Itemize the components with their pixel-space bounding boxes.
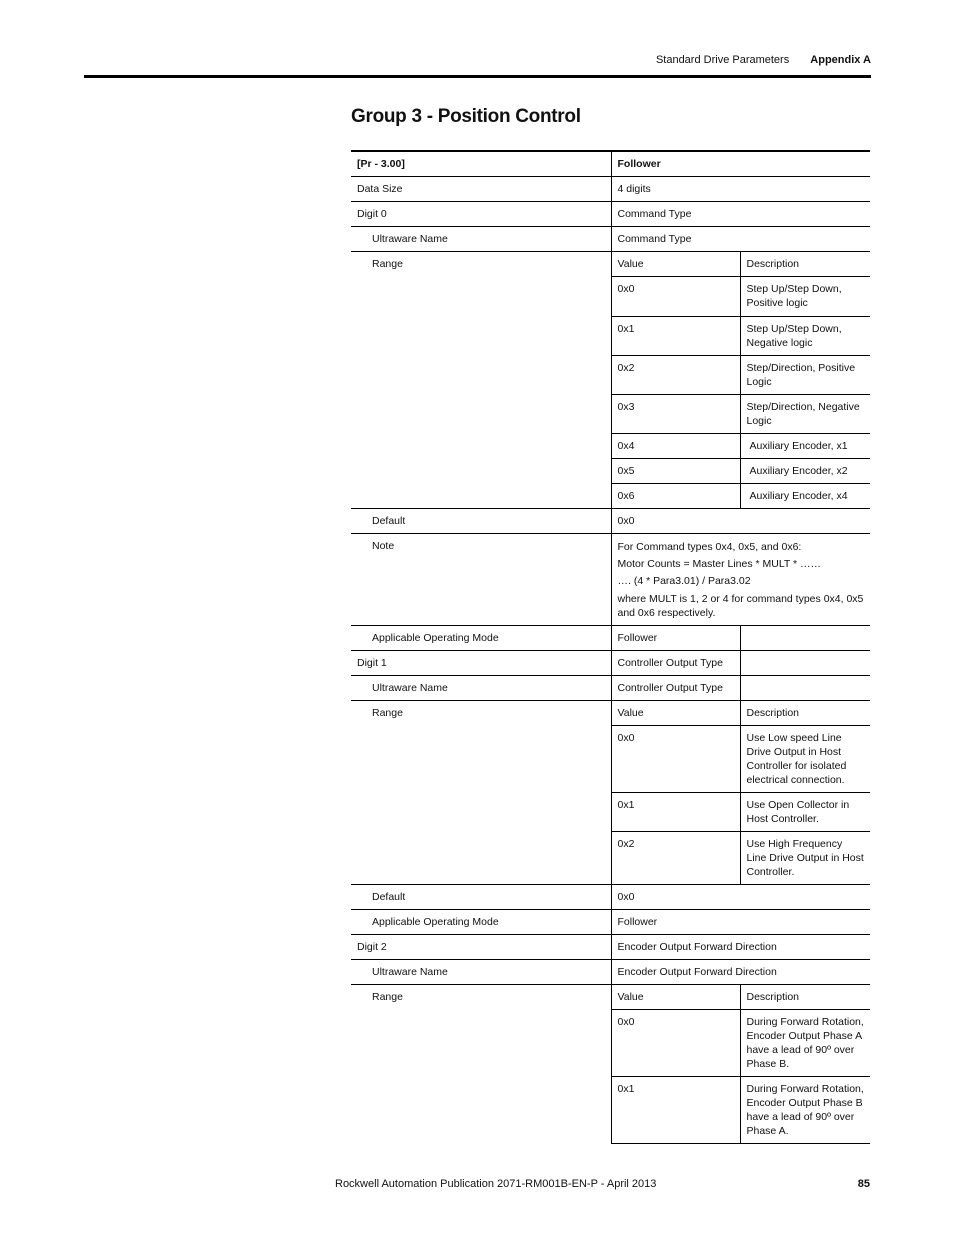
row-label: Applicable Operating Mode bbox=[351, 910, 611, 935]
range-value: 0x0 bbox=[611, 277, 740, 317]
row-label: Applicable Operating Mode bbox=[351, 626, 611, 651]
range-value: 0x5 bbox=[611, 459, 740, 484]
row-value: Follower bbox=[611, 626, 740, 651]
range-description: Auxiliary Encoder, x4 bbox=[740, 484, 870, 509]
param-name: Follower bbox=[611, 151, 870, 177]
table-row bbox=[351, 509, 870, 534]
range-value-header: Value bbox=[611, 985, 740, 1010]
header-rule bbox=[84, 75, 871, 78]
digit-value: Encoder Output Forward Direction bbox=[611, 935, 870, 960]
row-label: Range bbox=[351, 985, 611, 1144]
table-header-row bbox=[351, 151, 870, 177]
row-label: Default bbox=[351, 885, 611, 910]
range-value-header: Value bbox=[611, 252, 740, 277]
note-text bbox=[611, 534, 870, 626]
range-description: Step/Direction, Positive Logic bbox=[740, 356, 870, 395]
row-value: 0x0 bbox=[611, 509, 870, 534]
range-value: 0x2 bbox=[611, 832, 740, 885]
digit-label: Digit 0 bbox=[351, 202, 611, 227]
range-value: 0x0 bbox=[611, 726, 740, 793]
range-value: 0x0 bbox=[611, 1010, 740, 1077]
note-line: For Command types 0x4, 0x5, and 0x6: bbox=[617, 541, 802, 553]
parameter-table bbox=[351, 150, 870, 1144]
table-row bbox=[351, 935, 870, 960]
range-description-header: Description bbox=[740, 252, 870, 277]
range-description: Step Up/Step Down, Positive logic bbox=[740, 277, 870, 317]
range-description: Auxiliary Encoder, x2 bbox=[740, 459, 870, 484]
empty-cell bbox=[740, 651, 870, 676]
table-row bbox=[351, 651, 870, 676]
range-value: 0x1 bbox=[611, 793, 740, 832]
publication-info: Rockwell Automation Publication 2071-RM001B-EN-P - April 2013 bbox=[335, 1178, 657, 1190]
range-value: 0x4 bbox=[611, 434, 740, 459]
row-value: Encoder Output Forward Direction bbox=[611, 960, 870, 985]
row-label: Default bbox=[351, 509, 611, 534]
range-description: During Forward Rotation, Encoder Output Phase A have a lead of 90º over Phase B. bbox=[740, 1010, 870, 1077]
note-row bbox=[351, 534, 870, 626]
digit-label: Digit 2 bbox=[351, 935, 611, 960]
range-header-row bbox=[351, 701, 870, 726]
empty-cell bbox=[740, 676, 870, 701]
digit-label: Digit 1 bbox=[351, 651, 611, 676]
range-description: Use High Frequency Line Drive Output in Host Controller. bbox=[740, 832, 870, 885]
empty-cell bbox=[740, 626, 870, 651]
row-label: Range bbox=[351, 252, 611, 509]
note-line: Motor Counts = Master Lines * MULT * …… bbox=[617, 558, 822, 570]
row-label: Note bbox=[351, 534, 611, 626]
header-appendix-label: Appendix A bbox=[810, 54, 871, 66]
row-value: 4 digits bbox=[611, 177, 870, 202]
range-description: Step/Direction, Negative Logic bbox=[740, 395, 870, 434]
table-row bbox=[351, 202, 870, 227]
range-description: During Forward Rotation, Encoder Output Phase B have a lead of 90º over Phase A. bbox=[740, 1077, 870, 1144]
row-label: Data Size bbox=[351, 177, 611, 202]
note-line: …. (4 * Para3.01) / Para3.02 bbox=[617, 575, 751, 587]
row-label: Ultraware Name bbox=[351, 960, 611, 985]
row-value: Follower bbox=[611, 910, 870, 935]
row-value: 0x0 bbox=[611, 885, 870, 910]
range-value-header: Value bbox=[611, 701, 740, 726]
range-value: 0x6 bbox=[611, 484, 740, 509]
row-label: Ultraware Name bbox=[351, 227, 611, 252]
param-number: [Pr - 3.00] bbox=[351, 151, 611, 177]
range-header-row bbox=[351, 252, 870, 277]
range-description-header: Description bbox=[740, 985, 870, 1010]
digit-value: Controller Output Type bbox=[611, 651, 740, 676]
range-description: Use Open Collector in Host Controller. bbox=[740, 793, 870, 832]
row-value: Controller Output Type bbox=[611, 676, 740, 701]
range-value: 0x1 bbox=[611, 1077, 740, 1144]
range-header-row bbox=[351, 985, 870, 1010]
page-title: Group 3 - Position Control bbox=[351, 106, 581, 127]
range-value: 0x3 bbox=[611, 395, 740, 434]
range-description-header: Description bbox=[740, 701, 870, 726]
range-description: Use Low speed Line Drive Output in Host Controller for isolated electrical connection. bbox=[740, 726, 870, 793]
table-row bbox=[351, 177, 870, 202]
range-value: 0x1 bbox=[611, 317, 740, 356]
header-section-title: Standard Drive Parameters bbox=[655, 54, 790, 66]
range-description: Auxiliary Encoder, x1 bbox=[740, 434, 870, 459]
row-label: Range bbox=[351, 701, 611, 885]
row-value: Command Type bbox=[611, 227, 870, 252]
table-row bbox=[351, 960, 870, 985]
range-value: 0x2 bbox=[611, 356, 740, 395]
table-row bbox=[351, 227, 870, 252]
digit-value: Command Type bbox=[611, 202, 870, 227]
table-row bbox=[351, 626, 870, 651]
range-description: Step Up/Step Down, Negative logic bbox=[740, 317, 870, 356]
row-label: Ultraware Name bbox=[351, 676, 611, 701]
note-line: where MULT is 1, 2 or 4 for command types 0x4, 0x5 and 0x6 respectively. bbox=[617, 593, 864, 619]
running-header bbox=[656, 54, 871, 66]
table-row bbox=[351, 885, 870, 910]
table-row bbox=[351, 676, 870, 701]
table-row bbox=[351, 910, 870, 935]
page-number: 85 bbox=[857, 1178, 870, 1190]
